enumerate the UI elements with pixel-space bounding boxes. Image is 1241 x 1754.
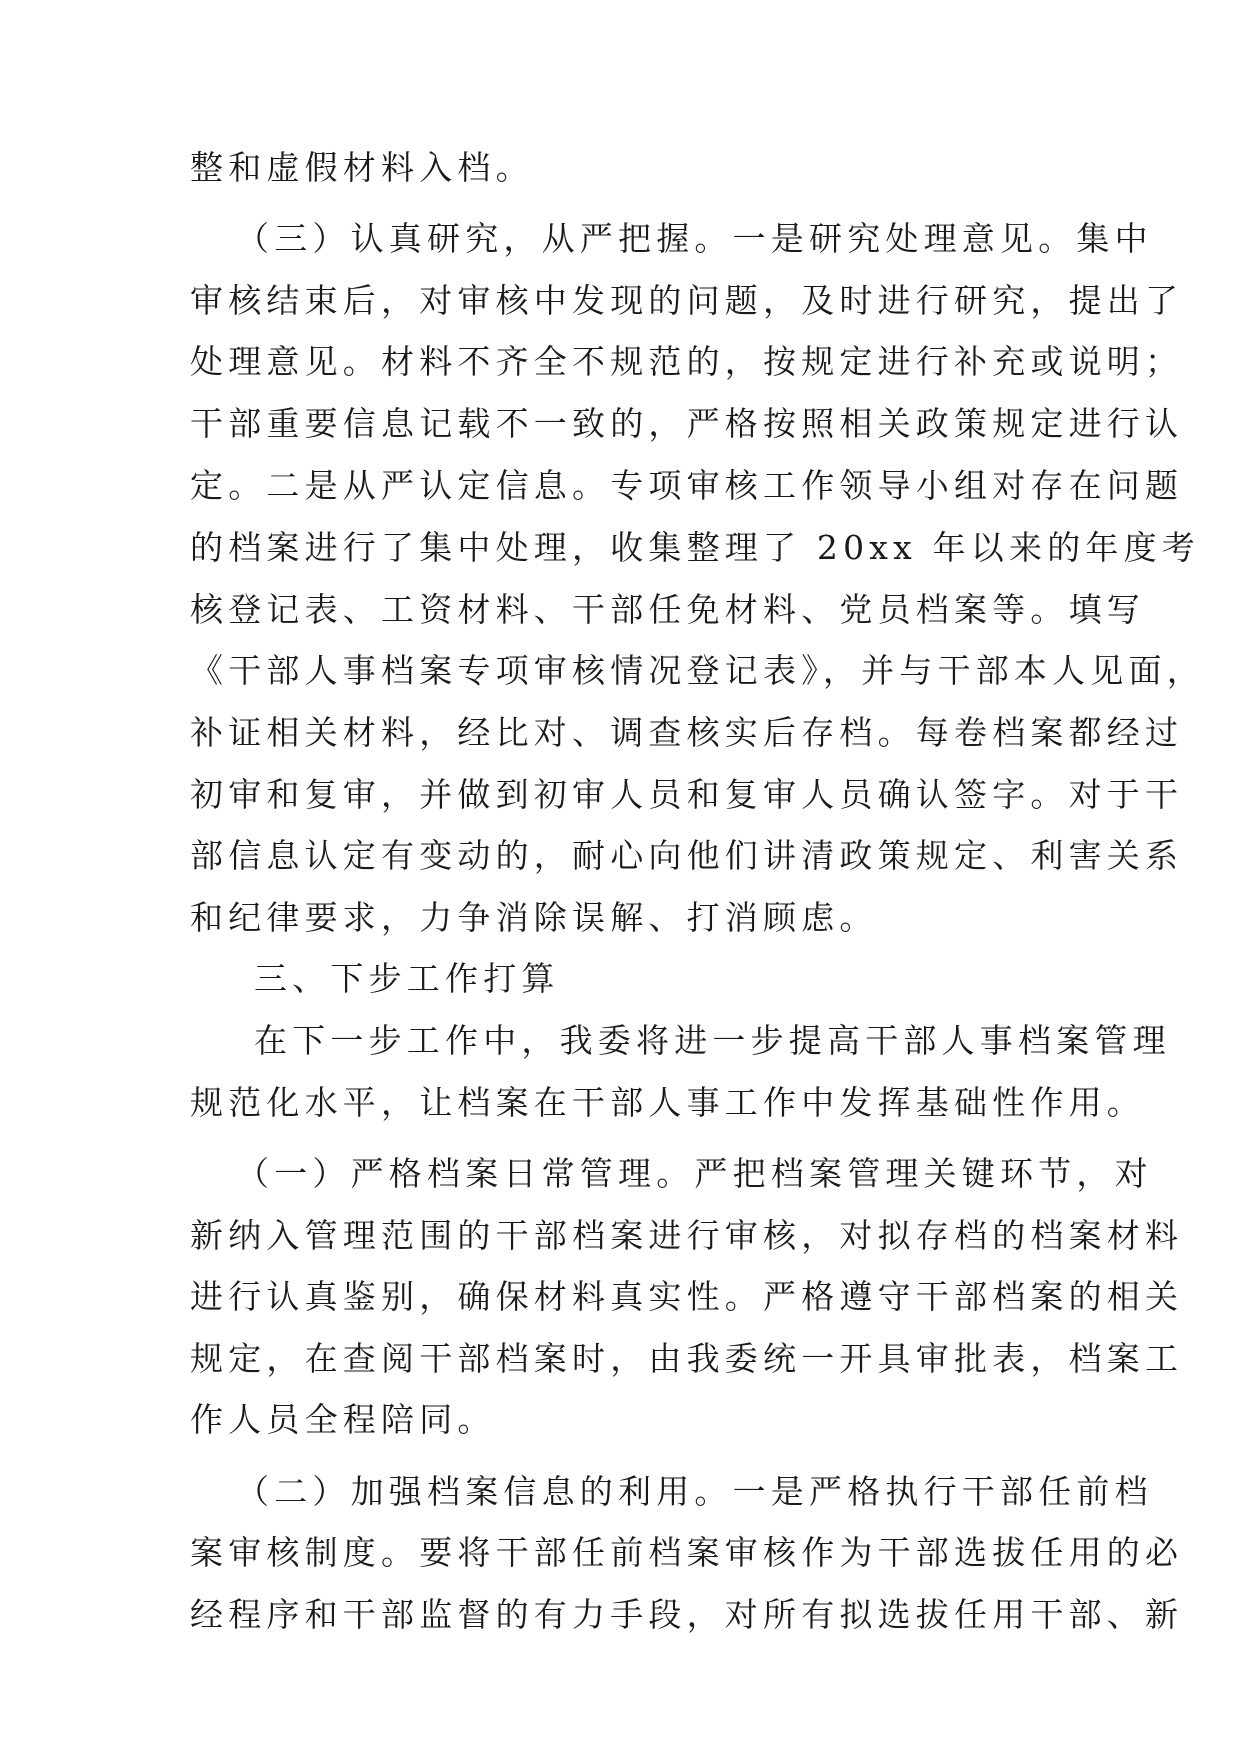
text-line: 和纪律要求，力争消除误解、打消顾虑。 bbox=[190, 898, 878, 937]
text-line: 定。二是从严认定信息。专项审核工作领导小组对存在问题 bbox=[190, 466, 1184, 505]
paragraph-heading-line: （一）严格档案日常管理。严把档案管理关键环节，对 bbox=[236, 1154, 1153, 1193]
text-line: 部信息认定有变动的，耐心向他们讲清政策规定、利害关系 bbox=[190, 836, 1184, 875]
text-line: 干部重要信息记载不一致的，严格按照相关政策规定进行认 bbox=[190, 404, 1184, 443]
text-line: 核登记表、工资材料、干部任免材料、党员档案等。填写 bbox=[190, 590, 1145, 629]
text-line: 审核结束后，对审核中发现的问题，及时进行研究，提出了 bbox=[190, 281, 1184, 320]
text-line: 案审核制度。要将干部任前档案审核作为干部选拔任用的必 bbox=[190, 1533, 1184, 1572]
text-line: 《干部人事档案专项审核情况登记表》，并与干部本人见面， bbox=[190, 651, 1205, 690]
text-line: 规定，在查阅干部档案时，由我委统一开具审批表，档案工 bbox=[190, 1339, 1184, 1378]
text-line: 规范化水平，让档案在干部人事工作中发挥基础性作用。 bbox=[190, 1083, 1145, 1122]
text-line: 补证相关材料，经比对、调查核实后存档。每卷档案都经过 bbox=[190, 713, 1184, 752]
paragraph-heading-line: （二）加强档案信息的利用。一是严格执行干部任前档 bbox=[236, 1472, 1153, 1511]
text-line: 进行认真鉴别，确保材料真实性。严格遵守干部档案的相关 bbox=[190, 1277, 1184, 1316]
paragraph-first-line: 在下一步工作中，我委将进一步提高干部人事档案管理 bbox=[254, 1021, 1171, 1060]
text-line: 整和虚假材料入档。 bbox=[190, 148, 534, 187]
text-line: 的档案进行了集中处理，收集整理了 20xx 年以来的年度考 bbox=[190, 528, 1200, 567]
text-line: 处理意见。材料不齐全不规范的，按规定进行补充或说明； bbox=[190, 342, 1184, 381]
text-line: 经程序和干部监督的有力手段，对所有拟选拔任用干部、新 bbox=[190, 1595, 1184, 1634]
text-line: 新纳入管理范围的干部档案进行审核，对拟存档的档案材料 bbox=[190, 1216, 1184, 1255]
text-line: 初审和复审，并做到初审人员和复审人员确认签字。对于干 bbox=[190, 775, 1184, 814]
paragraph-heading-line: （三）认真研究，从严把握。一是研究处理意见。集中 bbox=[236, 219, 1153, 258]
text-line: 作人员全程陪同。 bbox=[190, 1400, 496, 1439]
section-heading: 三、下步工作打算 bbox=[254, 959, 560, 998]
